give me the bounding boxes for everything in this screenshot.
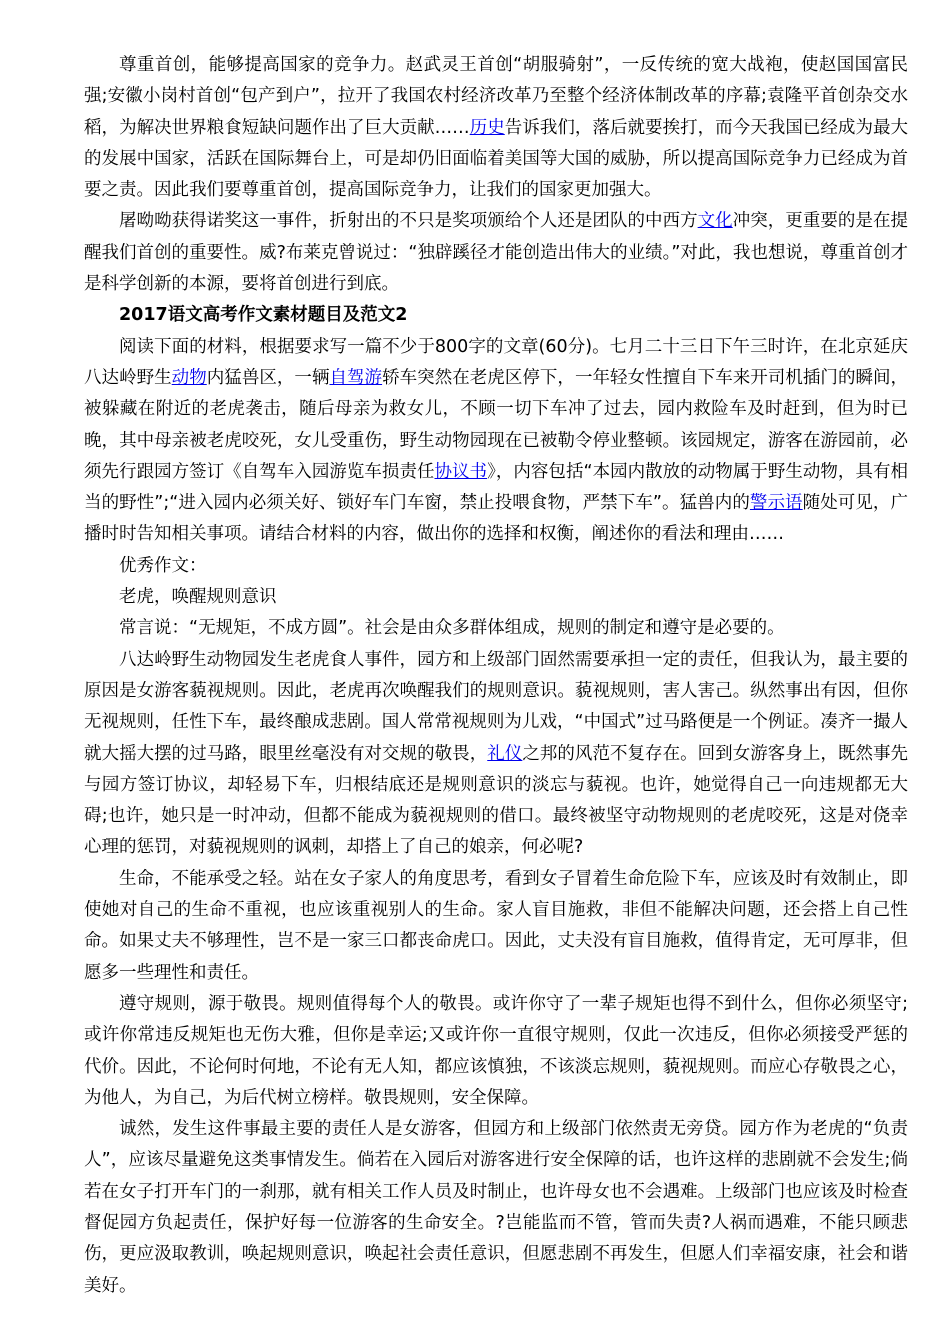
paragraph (84, 864, 908, 989)
paragraph (84, 582, 908, 613)
text-run: 》，内容包括“本园内散放的动物属于野生动物，具有相当的野性”;“进入园内必须关好、锁好车门车窗，禁止投喂食物，严禁下车”。猛兽内的 (84, 461, 908, 514)
text-run: 八达岭野生动物园发生老虎食人事件，园方和上级部门固然需要承担一定的责任，但我认为，最主要的原因是女游客藐视规则。因此，老虎再次唤醒我们的规则意识。藐视规则，害人害己。纵然事出有因，但你无视规则，任性下车，最终酿成悲剧。国人常常视规则为儿戏，“中国式”过马路便是一个例证。凑齐一撮人就大摇大摆的过马路，眼里丝毫没有对交规的敬畏， (84, 649, 908, 764)
text-run: 生命，不能承受之轻。站在女子家人的角度思考，看到女子冒着生命危险下车，应该及时有效制止，即使她对自己的生命不重视，也应该重视别人的生命。家人盲目施救，非但不能解决问题，还会搭上自己性命。如果丈夫不够理性，岂不是一家三口都丧命虎口。因此，丈夫没有盲目施救，值得肯定，无可厚非，但愿多一些理性和责任。 (84, 868, 908, 983)
paragraph (84, 332, 908, 551)
hyperlink[interactable]: 文化 (697, 211, 733, 232)
text-run: 老虎，唤醒规则意识 (119, 587, 277, 608)
hyperlink[interactable]: 礼仪 (487, 743, 523, 764)
text-run: 遵守规则，源于敬畏。规则值得每个人的敬畏。或许你守了一辈子规矩也得不到什么，但你必须坚守;或许你常违反规矩也无伤大雅，但你是幸运;又或许你一直很守规则，仅此一次违反，但你必须接受严惩的代价。因此，不论何时何地，不论有无人知，都应该慎独，不该淡忘规则，藐视规则。而应心存敬畏之心，为他人，为自己，为后代树立榜样。敬畏规则，安全保障。 (84, 993, 908, 1108)
hyperlink[interactable]: 协议书 (434, 461, 488, 482)
paragraph (84, 206, 908, 300)
text-run: 之邦的风范不复存在。回到女游客身上，既然事先与园方签订协议，却轻易下车，归根结底还是规则意识的淡忘与藐视。也许，她觉得自己一向违规都无大碍;也许，她只是一时冲动，但都不能成为藐视规则的借口。最终被坚守动物规则的老虎咬死，这是对侥幸心理的惩罚，对藐视规则的讽刺，却搭上了自己的娘亲，何必呢? (84, 743, 909, 858)
text-run: 尊重首创，能够提高国家的竞争力。赵武灵王首创“胡服骑射”，一反传统的宽大战袍，使赵国国富民强;安徽小岗村首创“包产到户”，拉开了我国农村经济改革乃至整个经济体制改革的序幕;袁隆平首创杂交水稻，为解决世界粮食短缺问题作出了巨大贡献…… (84, 55, 908, 138)
hyperlink[interactable]: 历史 (469, 117, 505, 138)
text-run: 随处可见，广播时时告知相关事项。请结合材料的内容，做出你的选择和权衡，阐述你的看法和理由…… (84, 493, 909, 545)
text-run: 告诉我们，落后就要挨打，而今天我国已经成为最大的发展中国家，活跃在国际舞台上，可是却仍旧面临着美国等大国的威胁，所以提高国际竞争力已经成为首要之责。因此我们要尊重首创，提高国际竞争力，让我们的国家更加强大。 (84, 117, 909, 201)
paragraph (84, 613, 908, 644)
paragraph (84, 645, 908, 864)
text-run: 2017语文高考作文素材题目及范文2 (119, 305, 408, 326)
hyperlink[interactable]: 动物 (171, 367, 207, 388)
document-body (84, 50, 908, 1302)
text-run: 冲突，更重要的是在提醒我们首创的重要性。威?布莱克曾说过：“独辟蹊径才能创造出伟大的业绩。”对此，我也想说，尊重首创才是科学创新的本源，要将首创进行到底。 (84, 211, 909, 295)
text-run: 屠呦呦获得诺奖这一事件，折射出的不只是奖项颁给个人还是团队的中西方 (119, 211, 698, 232)
text-run: 常言说：“无规矩，不成方圆”。社会是由众多群体组成，规则的制定和遵守是必要的。 (119, 618, 785, 639)
text-run: 诚然，发生这件事最主要的责任人是女游客，但园方和上级部门依然责无旁贷。园方作为老虎的“负责人”，应该尽量避免这类事情发生。倘若在入园后对游客进行安全保障的话，也许这样的悲剧就不会发生;倘若在女子打开车门的一刹那，就有相关工作人员及时制止，也许母女也不会遇难。上级部门也应该及时检查督促园方负起责任，保护好每一位游客的生命安全。?岂能监而不管，管而失责?人祸而遇难，不能只顾悲伤，更应汲取教训，唤起规则意识，唤起社会责任意识，但愿悲剧不再发生，但愿人们幸福安康，社会和谐美好。 (84, 1119, 908, 1296)
section-heading (84, 300, 908, 331)
hyperlink[interactable]: 警示语 (749, 493, 803, 514)
text-run: 阅读下面的材料，根据要求写一篇不少于800字的文章(60分)。七月二十三日下午三时许，在北京延庆八达岭野生 (84, 336, 908, 388)
paragraph (84, 551, 908, 582)
text-run: 轿车突然在老虎区停下，一年轻女性擅自下车来开司机插门的瞬间，被躲藏在附近的老虎袭击，随后母亲为救女儿，不顾一切下车冲了过去，园内救险车及时赶到，但为时已晚，其中母亲被老虎咬死，女儿受重伤，野生动物园现在已被勒令停业整顿。该园规定，游客在游园前，必须先行跟园方签订《自驾车入园游览车损责任 (84, 367, 909, 482)
paragraph (84, 50, 908, 206)
text-run: 内猛兽区，一辆 (206, 367, 330, 388)
paragraph (84, 989, 908, 1114)
paragraph (84, 1114, 908, 1302)
text-run: 优秀作文： (119, 555, 207, 576)
hyperlink[interactable]: 自驾游 (329, 367, 383, 388)
